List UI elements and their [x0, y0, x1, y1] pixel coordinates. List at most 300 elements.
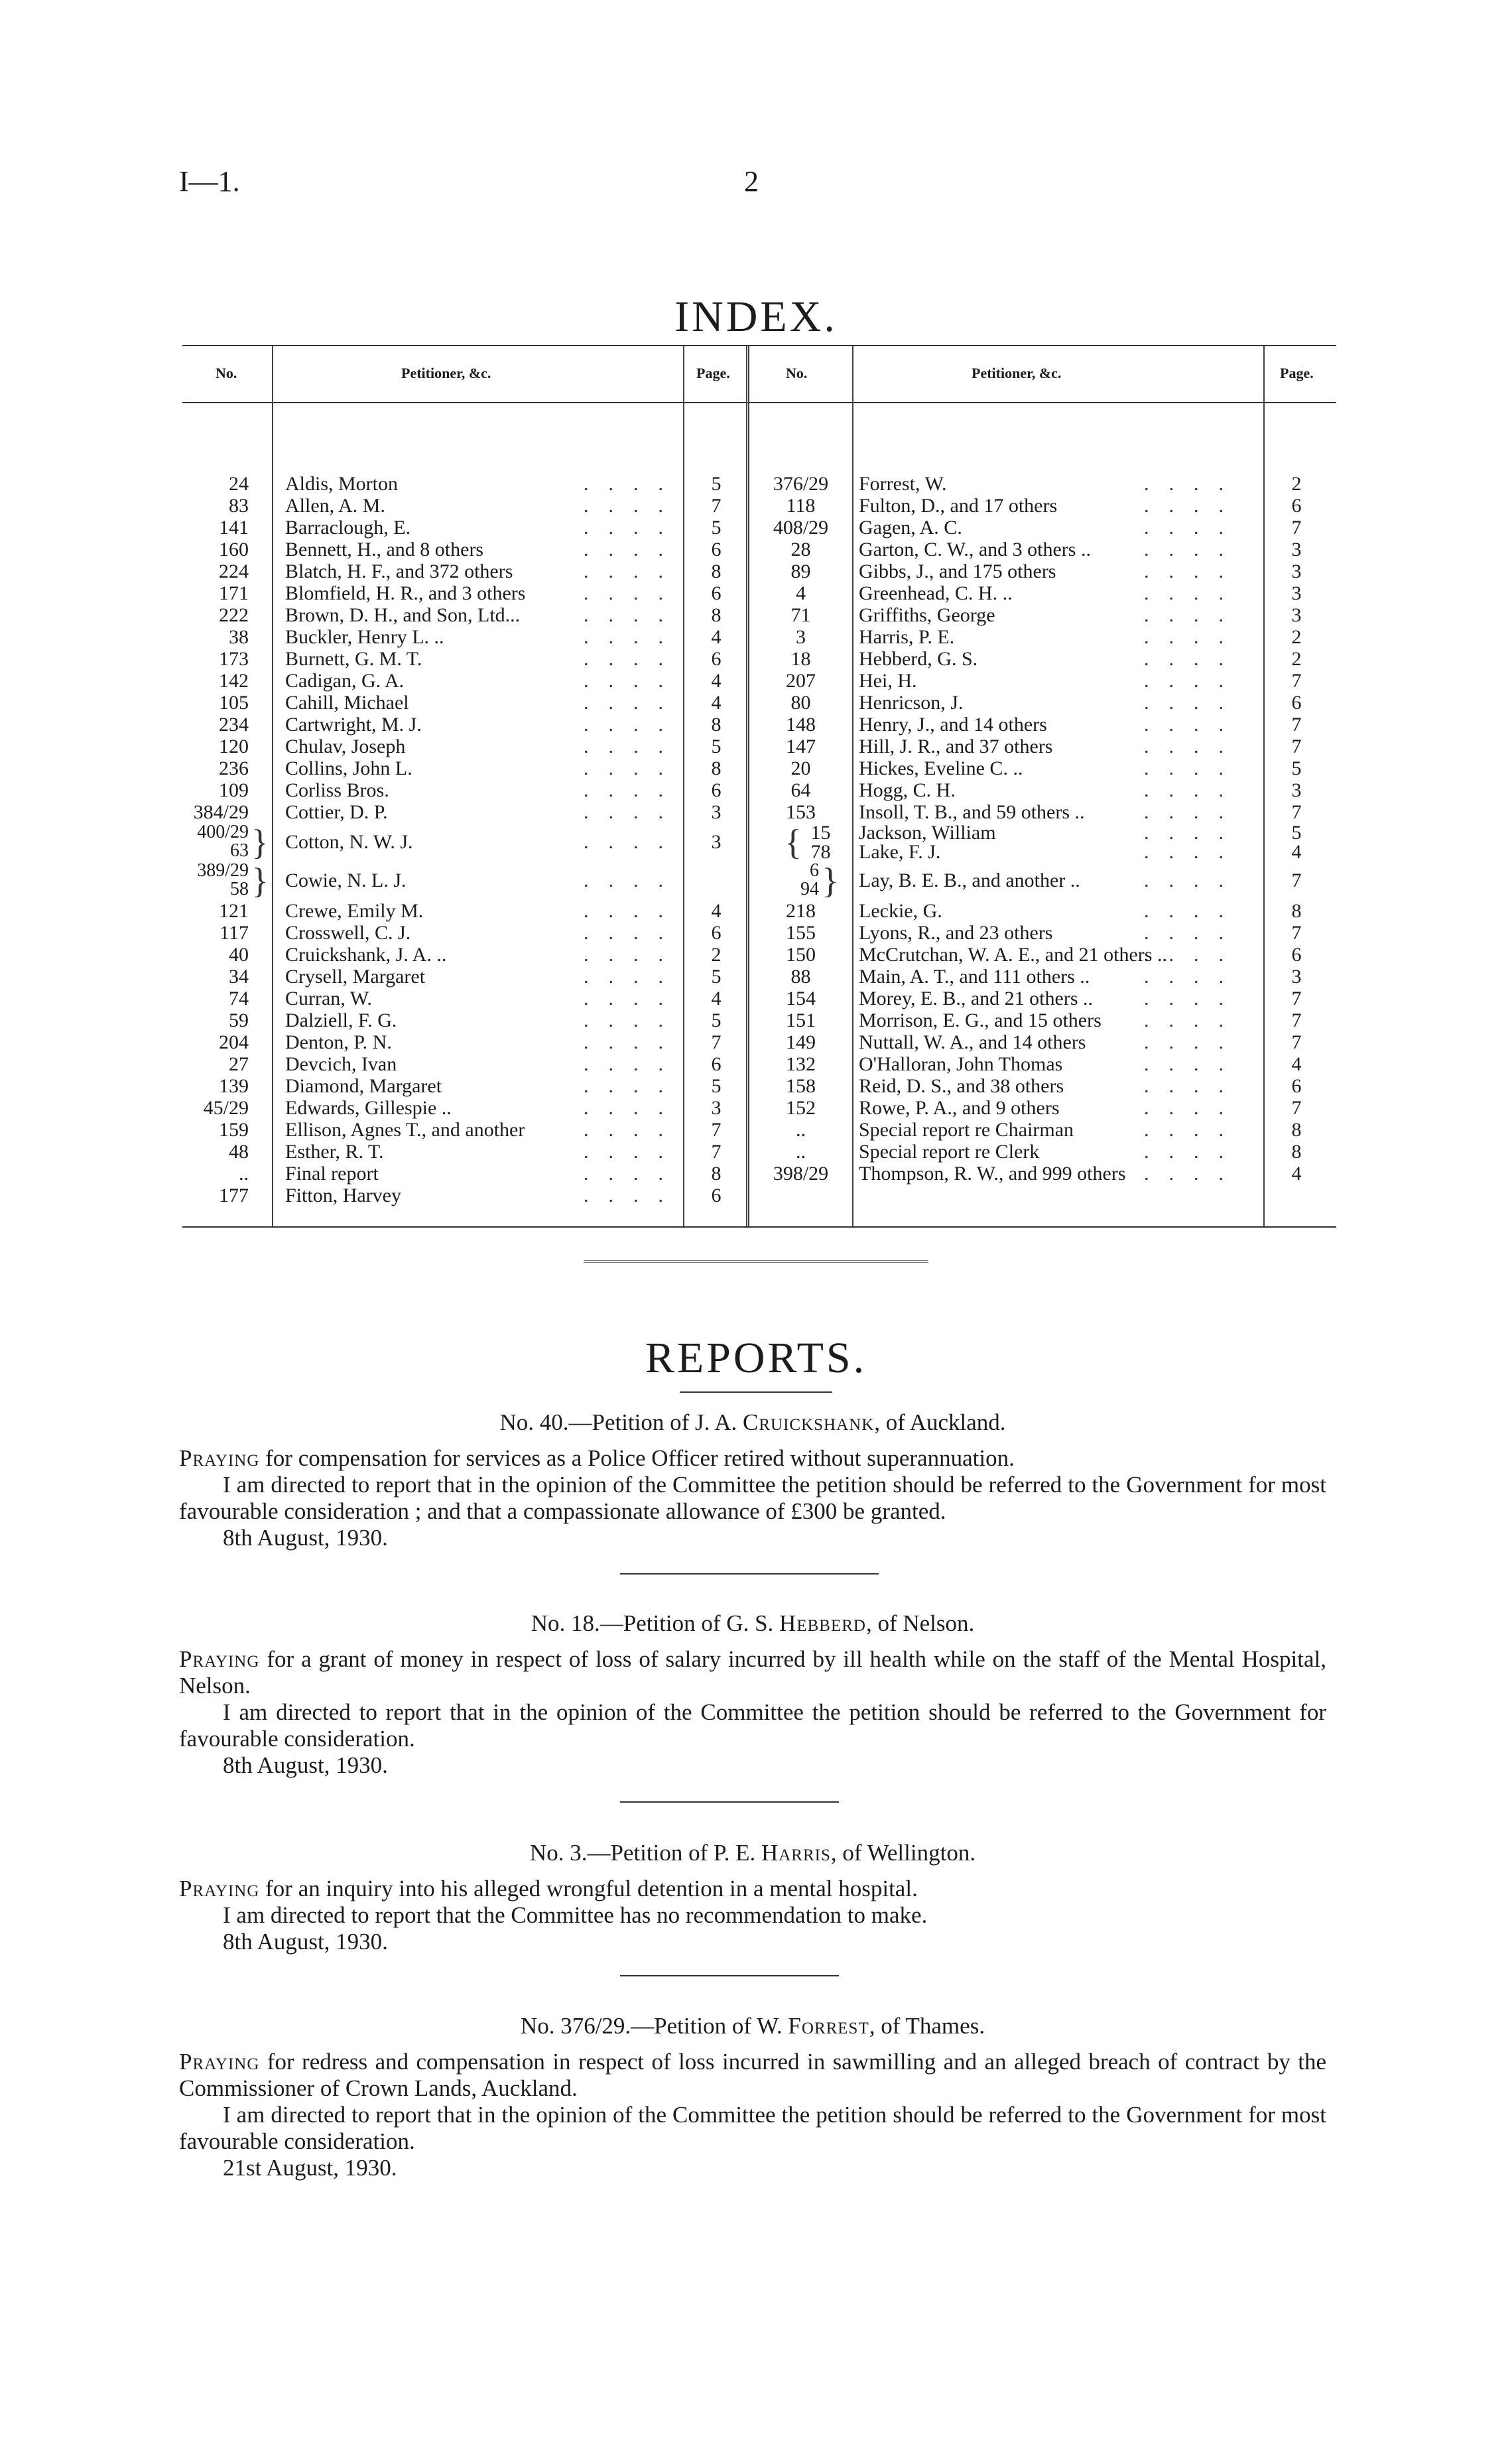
- row-page: 4: [1291, 841, 1302, 863]
- row-page: 7: [1291, 714, 1302, 736]
- leader-dots: ....: [1144, 692, 1243, 714]
- row-number: 408/29: [773, 517, 829, 539]
- report-date: 8th August, 1930.: [223, 1752, 388, 1778]
- index-row: [182, 495, 1336, 517]
- col-header-page-right: Page.: [1280, 365, 1314, 381]
- row-number: 6: [810, 860, 819, 881]
- row-page: 6: [1291, 495, 1302, 517]
- index-row: [182, 1163, 1336, 1185]
- leader-dots: ....: [584, 779, 683, 801]
- report-date: 8th August, 1930.: [223, 1525, 388, 1551]
- row-petitioner: Cotton, N. W. J.: [285, 831, 413, 853]
- leader-dots: ....: [584, 900, 683, 922]
- row-number: 171: [219, 582, 249, 604]
- row-number: 222: [219, 604, 249, 626]
- row-page: 7: [1291, 736, 1302, 757]
- report-praying: Praying for a grant of money in respect of loss of salary incurred by ill health while on the staff of the Mental Hospital, Nelson.: [179, 1646, 1326, 1699]
- leader-dots: ....: [1144, 900, 1243, 922]
- row-petitioner: Morrison, E. G., and 15 others: [859, 1009, 1102, 1031]
- row-petitioner: Devcich, Ivan: [285, 1053, 397, 1075]
- leader-dots: ....: [584, 1075, 683, 1097]
- index-row: [182, 1141, 1336, 1163]
- leader-dots: ....: [1144, 841, 1243, 863]
- leader-dots: ....: [584, 736, 683, 757]
- leader-dots: ....: [584, 757, 683, 779]
- page-number: 2: [744, 165, 759, 198]
- row-page: 4: [711, 670, 722, 692]
- row-number: 236: [219, 757, 249, 779]
- leader-dots: ....: [1144, 988, 1243, 1009]
- row-number: 3: [796, 626, 806, 648]
- row-page: 5: [711, 1009, 722, 1031]
- row-page: 4: [711, 988, 722, 1009]
- report-forrest: [179, 2013, 1326, 2181]
- leader-dots: ....: [1144, 869, 1243, 891]
- row-number: 160: [219, 539, 249, 560]
- row-page: 6: [711, 648, 722, 670]
- row-petitioner: Leckie, G.: [859, 900, 942, 922]
- row-petitioner: Hill, J. R., and 37 others: [859, 736, 1053, 757]
- report-separator: [620, 1975, 839, 1976]
- report-cruickshank: [179, 1409, 1326, 1551]
- row-petitioner: Cruickshank, J. A. ..: [285, 944, 447, 966]
- row-petitioner: Crewe, Emily M.: [285, 900, 424, 922]
- row-number: 117: [220, 922, 249, 944]
- row-number: 159: [219, 1119, 249, 1141]
- leader-dots: ....: [1144, 922, 1243, 944]
- row-petitioner: McCrutchan, W. A. E., and 21 others ..: [859, 944, 1167, 966]
- leader-dots: ....: [1144, 1075, 1243, 1097]
- leader-dots: ....: [584, 714, 683, 736]
- row-number: 27: [229, 1053, 249, 1075]
- row-petitioner: Barraclough, E.: [285, 517, 411, 539]
- row-page: 6: [711, 539, 722, 560]
- row-petitioner: Lay, B. E. B., and another ..: [859, 869, 1080, 891]
- row-page: 7: [711, 1031, 722, 1053]
- leader-dots: ....: [1144, 822, 1243, 844]
- report-praying: Praying for redress and compensation in respect of loss incurred in sawmilling and an alleged breach of contract by the Commissioner of Crown Lands, Auckland.: [179, 2049, 1326, 2101]
- row-page: 5: [1291, 822, 1302, 844]
- row-page: 7: [1291, 869, 1302, 891]
- index-title: INDEX.: [674, 292, 838, 341]
- row-petitioner: Crosswell, C. J.: [285, 922, 411, 944]
- row-number: 15: [810, 822, 831, 844]
- row-petitioner: Jackson, William: [859, 822, 996, 844]
- leader-dots: ....: [1144, 539, 1243, 560]
- row-petitioner: Blatch, H. F., and 372 others: [285, 560, 513, 582]
- row-number: 45/29: [203, 1097, 249, 1119]
- row-petitioner: Reid, D. S., and 38 others: [859, 1075, 1064, 1097]
- index-row: [182, 1053, 1336, 1075]
- row-petitioner: Henricson, J.: [859, 692, 964, 714]
- row-page: 8: [1291, 1141, 1302, 1163]
- leader-dots: ....: [584, 495, 683, 517]
- row-number: 89: [790, 560, 811, 582]
- report-body: I am directed to report that in the opinion of the Committee the petition should be referred to the Government for most favourable consideration.: [179, 2102, 1326, 2154]
- row-page: 6: [711, 582, 722, 604]
- row-page: 6: [711, 1053, 722, 1075]
- row-page: 5: [711, 473, 722, 495]
- row-page: 5: [711, 1075, 722, 1097]
- row-number: 155: [786, 922, 816, 944]
- index-row: [182, 922, 1336, 944]
- row-page: 8: [711, 1163, 722, 1185]
- leader-dots: ....: [584, 582, 683, 604]
- row-page: 8: [711, 714, 722, 736]
- col-header-petitioner-right: Petitioner, &c.: [972, 365, 1062, 381]
- brace-mark: }: [251, 822, 269, 862]
- row-page: 4: [1291, 1053, 1302, 1075]
- row-number: 150: [786, 944, 816, 966]
- row-petitioner: Morey, E. B., and 21 others ..: [859, 988, 1093, 1009]
- leader-dots: ....: [584, 1053, 683, 1075]
- leader-dots: ....: [1144, 517, 1243, 539]
- leader-dots: ....: [584, 473, 683, 495]
- leader-dots: ....: [584, 966, 683, 988]
- row-number: 120: [219, 736, 249, 757]
- row-number: 389/29: [197, 860, 249, 881]
- leader-dots: ....: [584, 517, 683, 539]
- row-petitioner: Henry, J., and 14 others: [859, 714, 1047, 736]
- leader-dots: ....: [584, 1031, 683, 1053]
- row-petitioner: Blomfield, H. R., and 3 others: [285, 582, 526, 604]
- index-row: [182, 801, 1336, 823]
- row-petitioner: Final report: [285, 1163, 379, 1185]
- row-number: ..: [796, 1119, 806, 1141]
- leader-dots: ....: [584, 648, 683, 670]
- row-number: 38: [229, 626, 249, 648]
- leader-dots: ....: [584, 988, 683, 1009]
- row-page: 4: [711, 900, 722, 922]
- index-row: [182, 1009, 1336, 1031]
- row-page: 2: [711, 944, 722, 966]
- index-row: [182, 604, 1336, 626]
- leader-dots: ....: [584, 1009, 683, 1031]
- leader-dots: ....: [1144, 626, 1243, 648]
- report-heading: No. 3.—Petition of P. E. Harris, of Wellington.: [529, 1840, 976, 1866]
- row-petitioner: Allen, A. M.: [285, 495, 385, 517]
- row-page: 2: [1291, 473, 1302, 495]
- leader-dots: ....: [1144, 582, 1243, 604]
- row-page: 3: [1291, 560, 1302, 582]
- row-page: 7: [1291, 1031, 1302, 1053]
- row-number: 20: [790, 757, 811, 779]
- section-divider: [584, 1260, 928, 1263]
- leader-dots: ....: [1144, 648, 1243, 670]
- row-number: 177: [219, 1185, 249, 1206]
- leader-dots: ....: [584, 539, 683, 560]
- row-number: ..: [239, 1163, 249, 1185]
- row-page: 7: [1291, 1097, 1302, 1119]
- row-page: 7: [711, 1119, 722, 1141]
- leader-dots: ....: [584, 670, 683, 692]
- row-petitioner: Ellison, Agnes T., and another: [285, 1119, 525, 1141]
- row-page: 4: [711, 626, 722, 648]
- row-petitioner: Burnett, G. M. T.: [285, 648, 422, 670]
- row-page: 6: [1291, 692, 1302, 714]
- row-page: 2: [1291, 626, 1302, 648]
- row-number: 34: [229, 966, 249, 988]
- row-number: 154: [786, 988, 816, 1009]
- row-number: 59: [229, 1009, 249, 1031]
- row-page: 3: [711, 801, 722, 823]
- leader-dots: ....: [584, 604, 683, 626]
- index-row: [182, 1031, 1336, 1053]
- reports-title: REPORTS.: [645, 1334, 867, 1382]
- row-page: 7: [1291, 922, 1302, 944]
- row-petitioner: Curran, W.: [285, 988, 372, 1009]
- row-number: 224: [219, 560, 249, 582]
- row-number: 148: [786, 714, 816, 736]
- brace-mark: }: [251, 861, 269, 901]
- row-page: 3: [1291, 779, 1302, 801]
- leader-dots: ....: [584, 1163, 683, 1185]
- index-row: [182, 670, 1336, 692]
- index-row: [182, 1097, 1336, 1119]
- index-row: [182, 560, 1336, 582]
- leader-dots: ....: [1144, 1141, 1243, 1163]
- leader-dots: ....: [1144, 801, 1243, 823]
- report-harris: [179, 1840, 1326, 1955]
- row-number: 88: [790, 966, 811, 988]
- row-petitioner: Chulav, Joseph: [285, 736, 406, 757]
- row-number: 63: [230, 840, 249, 861]
- row-petitioner: Edwards, Gillespie ..: [285, 1097, 452, 1119]
- row-number: 153: [786, 801, 816, 823]
- row-number: 71: [790, 604, 811, 626]
- index-row: [182, 966, 1336, 988]
- row-petitioner: Corliss Bros.: [285, 779, 389, 801]
- row-number: 234: [219, 714, 249, 736]
- row-petitioner: Hebberd, G. S.: [859, 648, 978, 670]
- row-petitioner: Lyons, R., and 23 others: [859, 922, 1053, 944]
- index-row: [182, 900, 1336, 922]
- leader-dots: ....: [584, 692, 683, 714]
- leader-dots: ....: [584, 944, 683, 966]
- row-petitioner: Cartwright, M. J.: [285, 714, 422, 736]
- leader-dots: ....: [1144, 966, 1243, 988]
- row-number: 376/29: [773, 473, 829, 495]
- row-page: 6: [1291, 1075, 1302, 1097]
- row-number: 78: [810, 841, 831, 863]
- row-number: ..: [796, 1141, 806, 1163]
- row-petitioner: Gagen, A. C.: [859, 517, 962, 539]
- index-row: [182, 626, 1336, 648]
- leader-dots: ....: [584, 922, 683, 944]
- row-number: 28: [790, 539, 811, 560]
- leader-dots: ....: [1144, 1163, 1243, 1185]
- row-number: 398/29: [773, 1163, 829, 1185]
- row-number-stacked: [182, 823, 249, 860]
- row-number: 109: [219, 779, 249, 801]
- row-number: 132: [786, 1053, 816, 1075]
- index-header-row: [182, 346, 1336, 403]
- row-page: 8: [1291, 1119, 1302, 1141]
- row-number: 149: [786, 1031, 816, 1053]
- index-row: [182, 1075, 1336, 1097]
- row-petitioner: Thompson, R. W., and 999 others: [859, 1163, 1126, 1185]
- row-number: 173: [219, 648, 249, 670]
- row-petitioner: Forrest, W.: [859, 473, 947, 495]
- index-row: [182, 757, 1336, 779]
- row-number: 94: [800, 879, 819, 899]
- leader-dots: ....: [1144, 1053, 1243, 1075]
- index-row: [182, 648, 1336, 670]
- report-body: I am directed to report that in the opinion of the Committee the petition should be referred to the Government for favourable consideration.: [179, 1699, 1326, 1752]
- leader-dots: ....: [1144, 1031, 1243, 1053]
- row-number: 24: [229, 473, 249, 495]
- leader-dots: ....: [584, 801, 683, 823]
- row-page: 7: [1291, 670, 1302, 692]
- row-page: 3: [1291, 966, 1302, 988]
- row-petitioner: O'Halloran, John Thomas: [859, 1053, 1063, 1075]
- leader-dots: ....: [584, 1185, 683, 1206]
- leader-dots: ....: [1144, 736, 1243, 757]
- row-page: 4: [1291, 1163, 1302, 1185]
- row-number: 74: [229, 988, 249, 1009]
- row-number: 142: [219, 670, 249, 692]
- report-heading: No. 18.—Petition of G. S. Hebberd, of Nelson.: [531, 1610, 975, 1636]
- report-date: 21st August, 1930.: [223, 2155, 397, 2181]
- row-petitioner: Nuttall, W. A., and 14 others: [859, 1031, 1086, 1053]
- row-petitioner: Brown, D. H., and Son, Ltd...: [285, 604, 521, 626]
- row-number: 384/29: [193, 801, 249, 823]
- brace-mark: {: [785, 822, 802, 862]
- row-page: 3: [1291, 604, 1302, 626]
- index-row: [182, 823, 1336, 862]
- leader-dots: ....: [1144, 495, 1243, 517]
- row-number: 64: [790, 779, 811, 801]
- page-header-ref: I—1.: [179, 165, 240, 198]
- leader-dots: ....: [584, 1119, 683, 1141]
- leader-dots: ....: [584, 1141, 683, 1163]
- row-petitioner: Collins, John L.: [285, 757, 412, 779]
- report-hebberd: [179, 1610, 1326, 1779]
- row-number: 141: [219, 517, 249, 539]
- row-page: 8: [711, 604, 722, 626]
- row-page: 3: [1291, 539, 1302, 560]
- row-page: 3: [711, 1097, 722, 1119]
- row-petitioner: Main, A. T., and 111 others ..: [859, 966, 1090, 988]
- row-petitioner: Cowie, N. L. J.: [285, 869, 407, 891]
- row-number: 40: [229, 944, 249, 966]
- row-petitioner: Harris, P. E.: [859, 626, 955, 648]
- row-petitioner: Insoll, T. B., and 59 others ..: [859, 801, 1085, 823]
- row-page: 5: [711, 517, 722, 539]
- row-number: 18: [790, 648, 811, 670]
- brace-mark: }: [822, 861, 839, 901]
- index-row: [182, 1185, 1336, 1206]
- row-petitioner: Cottier, D. P.: [285, 801, 388, 823]
- row-number: 80: [790, 692, 811, 714]
- index-row: [182, 517, 1336, 539]
- row-page: 5: [711, 966, 722, 988]
- leader-dots: ....: [1144, 779, 1243, 801]
- row-petitioner: Rowe, P. A., and 9 others: [859, 1097, 1060, 1119]
- row-petitioner: Cadigan, G. A.: [285, 670, 405, 692]
- row-number: 118: [786, 495, 816, 517]
- leader-dots: ....: [1144, 1119, 1243, 1141]
- row-petitioner: Esther, R. T.: [285, 1141, 384, 1163]
- row-number: 58: [230, 879, 249, 899]
- row-page: 7: [1291, 517, 1302, 539]
- report-heading: No. 376/29.—Petition of W. Forrest, of Thames.: [520, 2013, 985, 2039]
- index-rows: [182, 403, 1336, 1226]
- leader-dots: ....: [584, 560, 683, 582]
- leader-dots: ....: [584, 869, 683, 891]
- row-petitioner: Crysell, Margaret: [285, 966, 426, 988]
- row-petitioner: Greenhead, C. H. ..: [859, 582, 1013, 604]
- report-praying: Praying for compensation for services as a Police Officer retired without superannuation.: [179, 1445, 1015, 1471]
- row-page: 7: [1291, 801, 1302, 823]
- row-number: 4: [796, 582, 806, 604]
- row-page: 5: [711, 736, 722, 757]
- leader-dots: ....: [1144, 473, 1243, 495]
- row-page: 6: [1291, 944, 1302, 966]
- report-body: I am directed to report that in the opinion of the Committee the petition should be referred to the Government for most favourable consideration ; and that a compassionate allowance of £300 be granted.: [179, 1472, 1326, 1524]
- row-number: 152: [786, 1097, 816, 1119]
- row-petitioner: Special report re Chairman: [859, 1119, 1074, 1141]
- index-row: [182, 1119, 1336, 1141]
- row-page: 8: [1291, 900, 1302, 922]
- row-petitioner: Denton, P. N.: [285, 1031, 392, 1053]
- row-petitioner: Gibbs, J., and 175 others: [859, 560, 1056, 582]
- row-page: 7: [711, 495, 722, 517]
- index-row: [182, 988, 1336, 1009]
- row-number-stacked: [766, 862, 819, 899]
- row-page: 3: [1291, 582, 1302, 604]
- row-petitioner: Cahill, Michael: [285, 692, 409, 714]
- row-petitioner: Hickes, Eveline C. ..: [859, 757, 1023, 779]
- row-petitioner: Aldis, Morton: [285, 473, 399, 495]
- row-number: 207: [786, 670, 816, 692]
- row-petitioner: Special report re Clerk: [859, 1141, 1040, 1163]
- row-petitioner: Buckler, Henry L. ..: [285, 626, 444, 648]
- row-number: 218: [786, 900, 816, 922]
- col-header-no-left: No.: [216, 365, 237, 381]
- leader-dots: ....: [584, 626, 683, 648]
- row-petitioner: Hogg, C. H.: [859, 779, 956, 801]
- row-number: 139: [219, 1075, 249, 1097]
- leader-dots: ....: [1144, 714, 1243, 736]
- row-page: 7: [711, 1141, 722, 1163]
- row-petitioner: Diamond, Margaret: [285, 1075, 442, 1097]
- report-date: 8th August, 1930.: [223, 1929, 388, 1955]
- leader-dots: ....: [1144, 1097, 1243, 1119]
- row-page: 6: [711, 779, 722, 801]
- index-row: [182, 779, 1336, 801]
- row-number: 147: [786, 736, 816, 757]
- index-row: [182, 473, 1336, 495]
- row-page: 8: [711, 560, 722, 582]
- reports-title-rule: [680, 1391, 832, 1393]
- row-page: 2: [1291, 648, 1302, 670]
- row-number-stacked: [182, 862, 249, 899]
- leader-dots: ....: [1144, 670, 1243, 692]
- leader-dots: ....: [1144, 944, 1243, 966]
- row-petitioner: Griffiths, George: [859, 604, 995, 626]
- index-row: [182, 582, 1336, 604]
- report-praying: Praying for an inquiry into his alleged wrongful detention in a mental hospital.: [179, 1876, 918, 1901]
- index-row: [182, 736, 1336, 757]
- report-body: I am directed to report that the Committee has no recommendation to make.: [223, 1902, 928, 1928]
- col-header-page-left: Page.: [696, 365, 730, 381]
- row-page: 6: [711, 1185, 722, 1206]
- row-page: 6: [711, 922, 722, 944]
- leader-dots: ....: [1144, 757, 1243, 779]
- row-petitioner: Garton, C. W., and 3 others ..: [859, 539, 1091, 560]
- row-number: 48: [229, 1141, 249, 1163]
